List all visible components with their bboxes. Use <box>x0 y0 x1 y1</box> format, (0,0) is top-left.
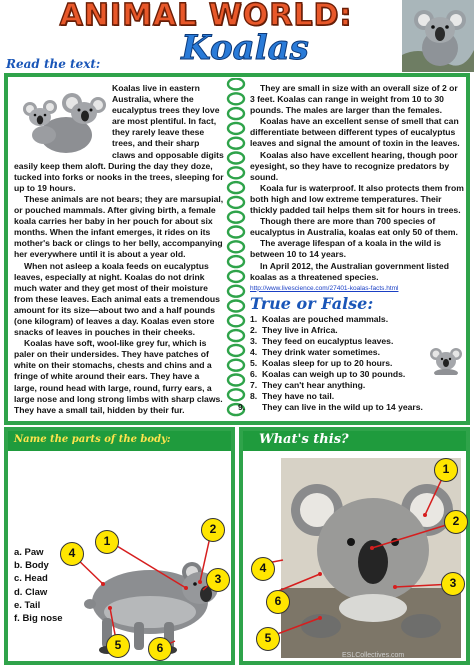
face-badge-6: 6 <box>266 590 290 614</box>
body-badge-6: 6 <box>148 637 172 661</box>
face-badge-1: 1 <box>434 458 458 482</box>
whats-this-title: What's this? <box>243 431 466 451</box>
right-paragraph-5: Though there are more than 700 species of eucalyptus in Australia, koalas eat only 50 of them. <box>250 216 458 238</box>
spiral-ring <box>228 271 244 282</box>
spiral-ring <box>228 389 244 400</box>
body-badge-1: 1 <box>95 530 119 554</box>
right-paragraph-3: Koalas also have excellent hearing, though poor eyesight, so they have to recognize predators by sound. <box>250 149 458 182</box>
option-b: b. Body <box>14 560 49 572</box>
face-badge-3: 3 <box>441 572 465 596</box>
title-koalas: Koalas <box>181 28 309 68</box>
body-badge-5: 5 <box>106 634 130 658</box>
spiral-ring <box>228 79 244 90</box>
body-parts-options <box>14 546 63 625</box>
spiral-ring <box>228 123 244 134</box>
spiral-ring <box>228 286 244 297</box>
tf-item-4: 4. They drink water sometimes. <box>250 346 380 357</box>
small-koala-illustration <box>428 345 464 375</box>
body-parts-title: Name the parts of the body: <box>8 431 231 451</box>
spiral-ring <box>228 241 244 252</box>
right-paragraph-4: Koala fur is waterproof. It also protects them from both high and low extreme temperatures. Their thickly padded tail helps them sit for hours in trees. <box>250 182 464 216</box>
watermark-text: ESLCollectives.com <box>342 652 405 659</box>
koala-face-photo <box>281 458 461 658</box>
tf-item-5: 5. Koalas sleep for up to 20 hours. <box>250 358 393 369</box>
right-paragraph-2: Koalas have an excellent sense of smell that can differentiate between different types of eucalyptus leaves and signal the amount of toxin in the leaves. <box>250 116 460 149</box>
read-the-text-label: Read the text: <box>6 57 101 71</box>
face-badge-5: 5 <box>256 627 280 651</box>
spiral-ring <box>228 212 244 223</box>
spiral-ring <box>228 375 244 386</box>
option-c: c. Head <box>14 573 48 585</box>
source-link[interactable]: http://www.livescience.com/27401-koalas-facts.html <box>250 284 399 292</box>
true-or-false-title: True or False: <box>250 293 374 313</box>
left-paragraph-2: These animals are not bears; they are marsupial, or pouched mammals. After giving birth, a female koala carries her baby in her pouch for about six months. When the infant emerges, it rides on its mother's back or clings to her belly, accompanying her everywhere until it is about a year old. <box>14 193 224 260</box>
spiral-ring <box>228 345 244 356</box>
face-badge-2: 2 <box>444 510 468 534</box>
tf-item-6: 6. Koalas can weigh up to 30 pounds. <box>250 369 406 380</box>
koala-mother-baby-illustration <box>14 83 106 153</box>
right-paragraph-7: In April 2012, the Australian government listed koalas as a threatened species. <box>250 260 449 282</box>
header-koala-photo <box>402 0 474 72</box>
spiral-ring <box>228 197 244 208</box>
tf-item-2: 2. They live in Africa. <box>250 324 338 335</box>
title-animal-world: ANIMAL WORLD: <box>59 0 353 33</box>
left-paragraph-4: Koalas have soft, wool-like grey fur, which is paler on their undersides. They have patches of white on their stomachs, chests and chins and a fringe of white around their ears. They have a large, round head with large, round, furry ears, a large nose and long strong limbs with sharp claws. They have a small tail, hidden by their fur. <box>14 338 223 415</box>
tf-item-8: 8. They have no tail. <box>250 391 335 402</box>
spiral-ring <box>228 108 244 119</box>
spiral-ring <box>228 227 244 238</box>
spiral-ring <box>228 182 244 193</box>
option-f: f. Big nose <box>14 613 63 625</box>
right-paragraph-1: They are small in size with an overall size of 2 or 3 feet. Koalas can range in weight from 10 to 30 pounds. The males are larger than the females. <box>250 83 458 116</box>
tf-item-9: 9. They can live in the wild up to 14 years. <box>238 402 423 413</box>
tf-item-3: 3. They feed on eucalyptus leaves. <box>250 335 394 346</box>
spiral-ring <box>228 167 244 178</box>
body-badge-4: 4 <box>60 542 84 566</box>
spiral-ring <box>228 360 244 371</box>
body-badge-3: 3 <box>206 568 230 592</box>
body-badge-2: 2 <box>201 518 225 542</box>
spiral-ring <box>228 256 244 267</box>
option-a: a. Paw <box>14 547 44 558</box>
spiral-ring <box>228 330 244 341</box>
reading-left-column <box>14 83 224 416</box>
spiral-ring <box>228 153 244 164</box>
spiral-ring <box>228 93 244 104</box>
option-d: d. Claw <box>14 586 48 598</box>
spiral-ring <box>228 301 244 312</box>
spiral-ring <box>228 138 244 149</box>
right-paragraph-6: The average lifespan of a koala in the wild is between 10 to 14 years. <box>250 238 442 260</box>
left-paragraph-3: When not asleep a koala feeds on eucalyptus leaves, especially at night. Koalas do not drink much water and they get most of their moisture from these leaves. Each animal eats a tremendous amount for its size—about two and a half pounds (one kilogram) of leaves a day. Koalas even store snacks of leaves in pouches in their cheeks. <box>14 260 220 338</box>
spiral-binding-decoration <box>225 78 247 423</box>
tf-item-7: 7. They can't hear anything. <box>250 380 366 391</box>
left-paragraph-1: Koalas live in eastern Australia, where the eucalyptus trees they love are most plentiful. In fact, they rarely leave these trees, and their sharp claws and opposable digits easily keep them aloft. During the day they doze, tucked into forks or nooks in the trees, sleeping for up to 19 hours. <box>14 83 224 193</box>
option-e: e. Tail <box>14 599 41 611</box>
spiral-ring <box>228 315 244 326</box>
face-badge-4: 4 <box>251 557 275 581</box>
tf-item-1: 1. Koalas are pouched mammals. <box>250 313 389 324</box>
